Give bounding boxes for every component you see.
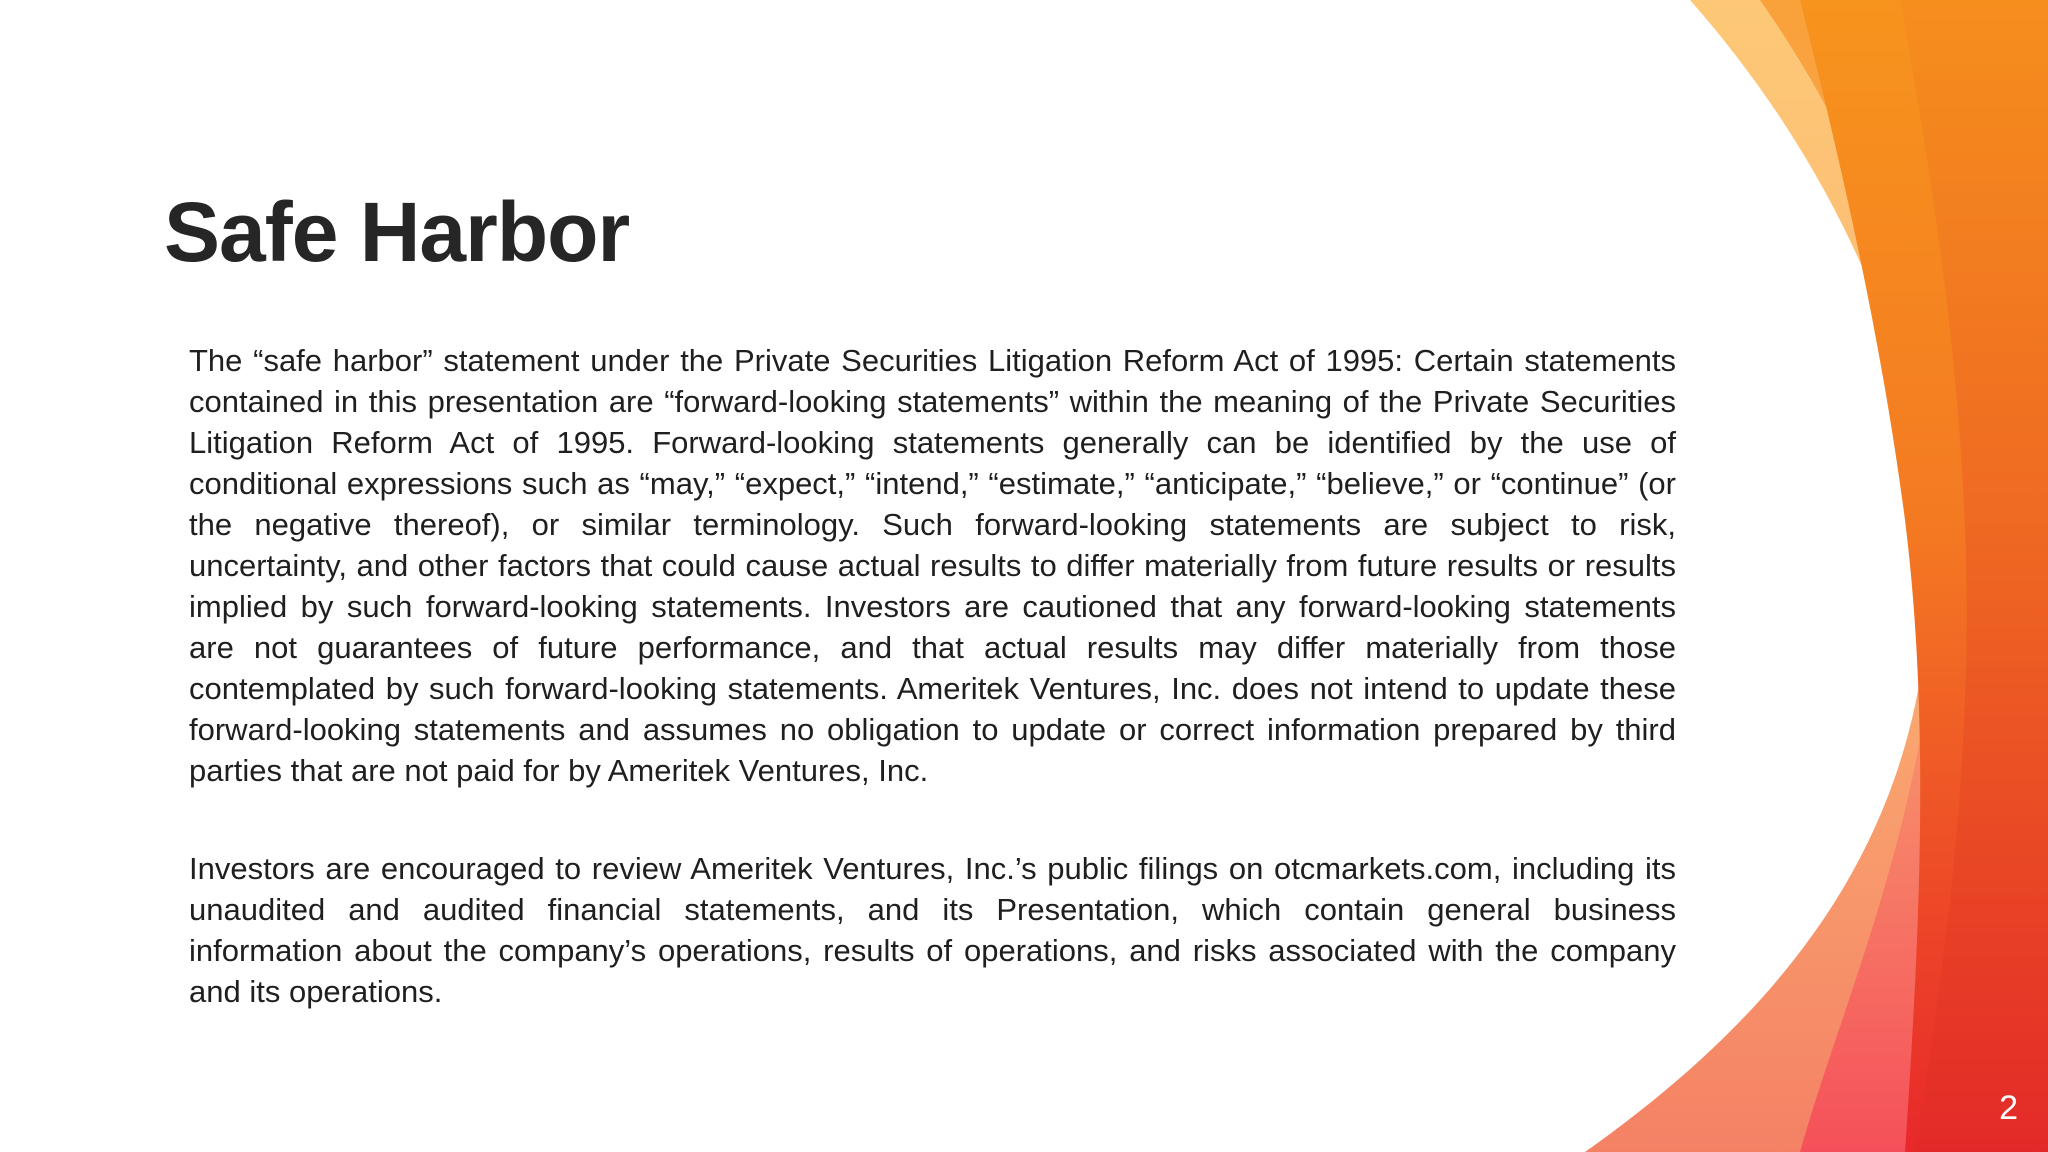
safe-harbor-body [189, 340, 1676, 1069]
page-title: Safe Harbor [164, 185, 630, 279]
page-number: 2 [1999, 1089, 2018, 1127]
investor-review-paragraph: Investors are encouraged to review Ameritek Ventures, Inc.’s public filings on otcmarkets.com, including its unaudited and audited financial statements, and its Presentation, which contain general business information about the company’s operations, results of operations, and risks associated with the company and its operations. [189, 851, 1676, 1009]
safe-harbor-statement-paragraph: The “safe harbor” statement under the Private Securities Litigation Reform Act of 1995: Certain statements contained in this presentation are “forward-looking statements” within the meaning of the Private Securities Litigation Reform Act of 1995. Forward-looking statements generally can be identified by the use of conditional expressions such as “may,” “expect,” “intend,” “estimate,” “anticipate,” “believe,” or “continue” (or the negative thereof), or similar terminology. Such forward-looking statements are subject to risk, uncertainty, and other factors that could cause actual results to differ materially from future results or results implied by such forward-looking statements. Investors are cautioned that any forward-looking statements are not guarantees of future performance, and that actual results may differ materially from those contemplated by such forward-looking statements. Ameritek Ventures, Inc. does not intend to update these forward-looking statements and assumes no obligation to update or correct information prepared by third parties that are not paid for by Ameritek Ventures, Inc. [189, 343, 1676, 788]
